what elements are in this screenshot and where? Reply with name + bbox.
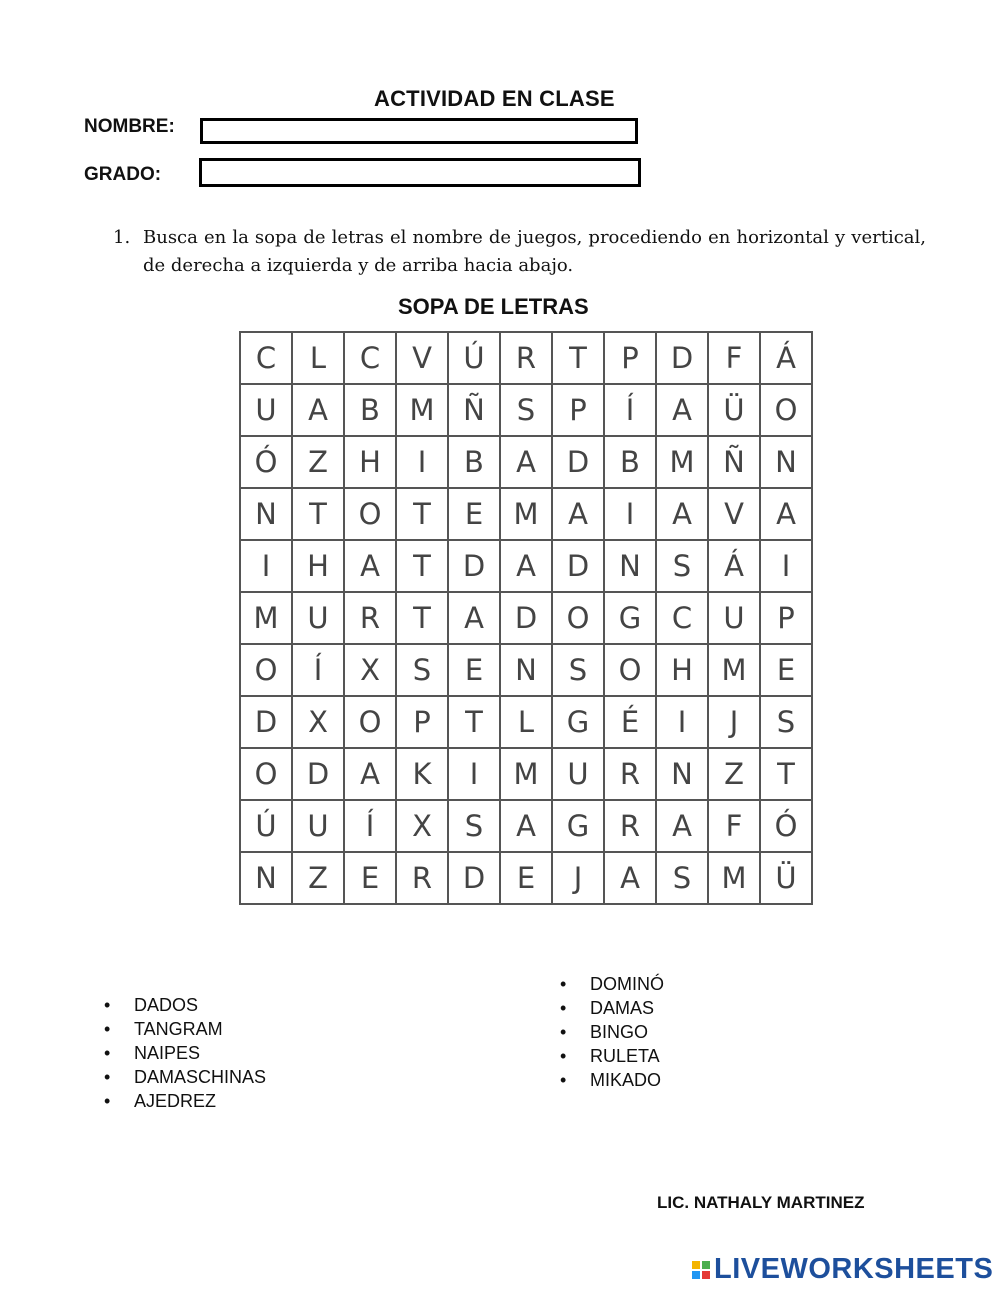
word-list-item: • DOMINÓ [560, 972, 664, 996]
grid-cell[interactable]: Ú [448, 332, 500, 384]
grid-cell[interactable]: F [708, 800, 760, 852]
instruction-number: 1. [113, 227, 131, 248]
grid-row [240, 696, 812, 748]
author-name: LIC. NATHALY MARTINEZ [657, 1193, 865, 1212]
grid-cell[interactable]: A [500, 436, 552, 488]
grid-cell[interactable]: B [604, 436, 656, 488]
grid-cell[interactable]: U [240, 384, 292, 436]
grid-row [240, 748, 812, 800]
grid-cell[interactable]: Ó [240, 436, 292, 488]
word-list-item: • DADOS [104, 993, 266, 1017]
word-list-item: • BINGO [560, 1020, 664, 1044]
grid-cell[interactable]: M [500, 748, 552, 800]
grid-row [240, 384, 812, 436]
grid-cell[interactable]: T [552, 332, 604, 384]
grid-cell[interactable]: O [344, 696, 396, 748]
grid-cell[interactable]: P [604, 332, 656, 384]
grid-cell[interactable]: B [448, 436, 500, 488]
grid-cell[interactable]: E [448, 488, 500, 540]
grid-cell[interactable]: D [448, 540, 500, 592]
grid-cell[interactable]: I [240, 540, 292, 592]
logo-square [692, 1271, 700, 1279]
grid-cell[interactable]: G [604, 592, 656, 644]
grid-cell[interactable]: Í [604, 384, 656, 436]
grado-label: GRADO: [84, 164, 162, 185]
grid-cell[interactable]: F [708, 332, 760, 384]
liveworksheets-brand [692, 1253, 993, 1286]
grid-cell[interactable]: S [448, 800, 500, 852]
grid-row [240, 332, 812, 384]
grid-cell[interactable]: Ü [760, 852, 812, 904]
grid-cell[interactable]: P [396, 696, 448, 748]
grid-cell[interactable]: Ñ [448, 384, 500, 436]
grid-cell[interactable]: O [240, 748, 292, 800]
grid-cell[interactable]: N [240, 488, 292, 540]
grid-cell[interactable]: R [344, 592, 396, 644]
grid-cell[interactable]: T [396, 488, 448, 540]
grid-cell[interactable]: M [708, 852, 760, 904]
grid-cell[interactable]: O [344, 488, 396, 540]
grid-cell[interactable]: R [604, 800, 656, 852]
grid-cell[interactable]: E [448, 644, 500, 696]
grid-cell[interactable]: S [656, 852, 708, 904]
grid-cell[interactable]: A [656, 384, 708, 436]
grid-cell[interactable]: Z [708, 748, 760, 800]
grid-cell[interactable]: O [240, 644, 292, 696]
word-list-item: • DAMASCHINAS [104, 1065, 266, 1089]
grid-cell[interactable]: A [344, 748, 396, 800]
instruction [113, 224, 926, 280]
logo-square [692, 1261, 700, 1269]
grid-row [240, 592, 812, 644]
word-list-right [560, 972, 664, 1092]
grid-cell[interactable]: Ú [240, 800, 292, 852]
grid-cell[interactable]: N [240, 852, 292, 904]
logo-square [702, 1271, 710, 1279]
grid-cell[interactable]: D [656, 332, 708, 384]
grid-cell[interactable]: R [604, 748, 656, 800]
grid-cell[interactable]: E [344, 852, 396, 904]
grid-cell[interactable]: N [604, 540, 656, 592]
grid-cell[interactable]: M [708, 644, 760, 696]
word-search-grid[interactable] [239, 331, 813, 905]
grid-row [240, 488, 812, 540]
grid-cell[interactable]: S [760, 696, 812, 748]
grid-cell[interactable]: A [656, 488, 708, 540]
grid-cell[interactable]: D [552, 540, 604, 592]
grid-cell[interactable]: S [552, 644, 604, 696]
grid-cell[interactable]: A [552, 488, 604, 540]
grid-cell[interactable]: A [500, 540, 552, 592]
grid-cell[interactable]: T [396, 592, 448, 644]
grid-cell[interactable]: U [552, 748, 604, 800]
grid-cell[interactable]: C [656, 592, 708, 644]
grid-cell[interactable]: S [656, 540, 708, 592]
grid-cell[interactable]: I [448, 748, 500, 800]
grid-cell[interactable]: A [292, 384, 344, 436]
grid-cell[interactable]: P [760, 592, 812, 644]
grid-cell[interactable]: H [656, 644, 708, 696]
grid-cell[interactable]: N [760, 436, 812, 488]
grid-cell[interactable]: I [760, 540, 812, 592]
grid-cell[interactable]: M [500, 488, 552, 540]
grid-cell[interactable]: A [656, 800, 708, 852]
grid-cell[interactable]: X [292, 696, 344, 748]
grid-cell[interactable]: D [500, 592, 552, 644]
grid-cell[interactable]: T [448, 696, 500, 748]
grid-cell[interactable]: M [240, 592, 292, 644]
grid-cell[interactable]: P [552, 384, 604, 436]
grid-cell[interactable]: I [396, 436, 448, 488]
word-list-item: • AJEDREZ [104, 1089, 266, 1113]
grid-cell[interactable]: M [656, 436, 708, 488]
word-list-item: • RULETA [560, 1044, 664, 1068]
grid-cell[interactable]: D [240, 696, 292, 748]
instruction-text: Busca en la sopa de letras el nombre de juegos, procediendo en horizontal y vertical, de derecha a izquierda y de arriba hacia abajo. [143, 227, 926, 276]
grid-row [240, 540, 812, 592]
grid-cell[interactable]: H [292, 540, 344, 592]
grid-cell[interactable]: D [448, 852, 500, 904]
grid-row [240, 852, 812, 904]
grid-cell[interactable]: Á [760, 332, 812, 384]
grid-cell[interactable]: A [344, 540, 396, 592]
grid-cell[interactable]: X [344, 644, 396, 696]
grid-cell[interactable]: J [708, 696, 760, 748]
grid-cell[interactable]: A [500, 800, 552, 852]
grid-cell[interactable]: C [240, 332, 292, 384]
grid-cell[interactable]: B [344, 384, 396, 436]
nombre-label: NOMBRE: [84, 116, 175, 137]
grid-cell[interactable]: Ó [760, 800, 812, 852]
grid-cell[interactable]: I [604, 488, 656, 540]
grid-cell[interactable]: S [396, 644, 448, 696]
grid-cell[interactable]: U [708, 592, 760, 644]
grid-cell[interactable]: U [292, 592, 344, 644]
grid-cell[interactable]: Í [344, 800, 396, 852]
grid-cell[interactable]: D [292, 748, 344, 800]
grid-cell[interactable]: É [604, 696, 656, 748]
grid-cell[interactable]: Í [292, 644, 344, 696]
grid-cell[interactable]: L [500, 696, 552, 748]
grid-cell[interactable]: X [396, 800, 448, 852]
grid-row [240, 800, 812, 852]
grid-row [240, 644, 812, 696]
grid-cell[interactable]: T [760, 748, 812, 800]
grid-cell[interactable]: T [292, 488, 344, 540]
grid-cell[interactable]: R [500, 332, 552, 384]
grid-cell[interactable]: D [552, 436, 604, 488]
grid-cell[interactable]: M [396, 384, 448, 436]
brand-name: LIVEWORKSHEETS [714, 1253, 994, 1285]
grid-cell[interactable]: I [656, 696, 708, 748]
grid-cell[interactable]: L [292, 332, 344, 384]
liveworksheets-logo-icon [692, 1261, 710, 1279]
grid-cell[interactable]: Ü [708, 384, 760, 436]
grid-cell[interactable]: T [396, 540, 448, 592]
grid-cell[interactable]: U [292, 800, 344, 852]
page-title: ACTIVIDAD EN CLASE [374, 86, 615, 111]
grid-cell[interactable]: O [552, 592, 604, 644]
grid-cell[interactable]: H [344, 436, 396, 488]
grid-cell[interactable]: C [344, 332, 396, 384]
logo-square [702, 1261, 710, 1269]
grid-cell[interactable]: J [552, 852, 604, 904]
word-list-item: • DAMAS [560, 996, 664, 1020]
grid-cell[interactable]: O [760, 384, 812, 436]
grid-row [240, 436, 812, 488]
grid-cell[interactable]: N [500, 644, 552, 696]
grid-cell[interactable]: G [552, 696, 604, 748]
grid-cell[interactable]: N [656, 748, 708, 800]
grid-cell[interactable]: K [396, 748, 448, 800]
puzzle-title: SOPA DE LETRAS [398, 294, 589, 319]
grid-cell[interactable]: V [708, 488, 760, 540]
grid-cell[interactable]: E [760, 644, 812, 696]
grid-cell[interactable]: Z [292, 852, 344, 904]
grid-cell[interactable]: R [396, 852, 448, 904]
word-list-item: • MIKADO [560, 1068, 664, 1092]
grid-cell[interactable]: O [604, 644, 656, 696]
grid-cell[interactable]: S [500, 384, 552, 436]
grid-cell[interactable]: A [448, 592, 500, 644]
grid-cell[interactable]: G [552, 800, 604, 852]
grid-cell[interactable]: Z [292, 436, 344, 488]
word-list-item: • NAIPES [104, 1041, 266, 1065]
grid-cell[interactable]: A [604, 852, 656, 904]
nombre-input[interactable] [200, 118, 638, 144]
grid-cell[interactable]: E [500, 852, 552, 904]
grado-input[interactable] [199, 158, 641, 187]
grid-cell[interactable]: V [396, 332, 448, 384]
grid-cell[interactable]: Á [708, 540, 760, 592]
word-list-item: • TANGRAM [104, 1017, 266, 1041]
grid-cell[interactable]: A [760, 488, 812, 540]
grid-cell[interactable]: Ñ [708, 436, 760, 488]
word-list-left [104, 993, 266, 1113]
